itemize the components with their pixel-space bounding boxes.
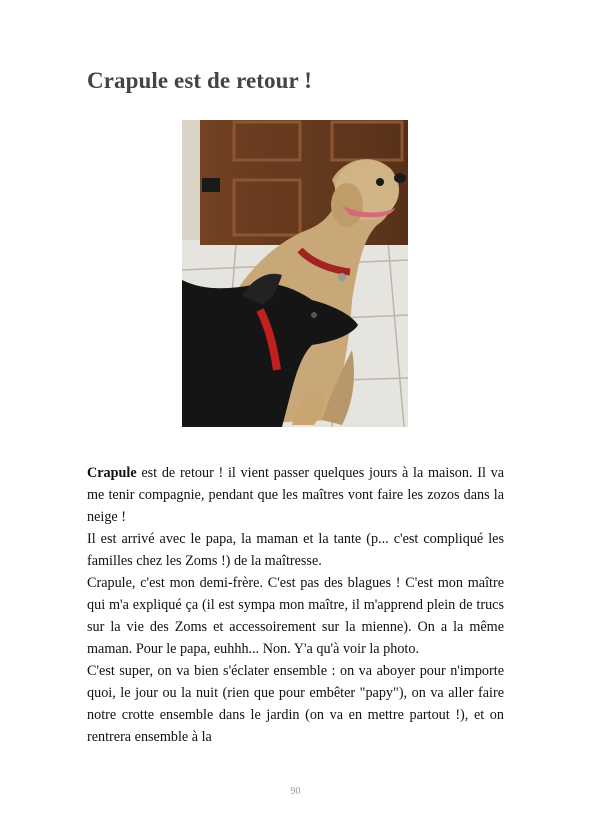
page-number: 90 xyxy=(290,786,301,797)
page-title: Crapule est de retour ! xyxy=(87,68,313,93)
paragraph xyxy=(87,572,504,660)
paragraph-text: Il est arrivé avec le papa, la maman et la tante (p... c'est compliqué les familles chez les Zoms !) de la maîtresse. xyxy=(87,531,504,569)
paragraph xyxy=(87,462,504,528)
paragraph-lead: Crapule xyxy=(87,465,137,481)
dogs-photo xyxy=(182,120,408,427)
paragraph-text: est de retour ! il vient passer quelques jours à la maison. Il va me tenir compagnie, pendant que les maîtres vont faire les zozos dans la neige ! xyxy=(87,465,504,525)
paragraph xyxy=(87,528,504,572)
article-body xyxy=(87,462,504,748)
paragraph-text: Crapule, c'est mon demi-frère. C'est pas des blagues ! C'est mon maître qui m'a expliqué ça (il est sympa mon maître, il m'apprend plein de trucs sur la vie des Zoms et accessoirement sur la mienne). On a la même maman. Pour le papa, euhhh... Non. Y'a qu'à voir la photo. xyxy=(87,575,504,657)
paragraph-text: C'est super, on va bien s'éclater ensemble : on va aboyer pour n'importe quoi, le jour ou la nuit (rien que pour embêter "papy"), on va aller faire notre crotte ensemble dans le jardin (on va en mettre partout !), et on rentrera ensemble à la xyxy=(87,663,504,745)
paragraph xyxy=(87,660,504,748)
